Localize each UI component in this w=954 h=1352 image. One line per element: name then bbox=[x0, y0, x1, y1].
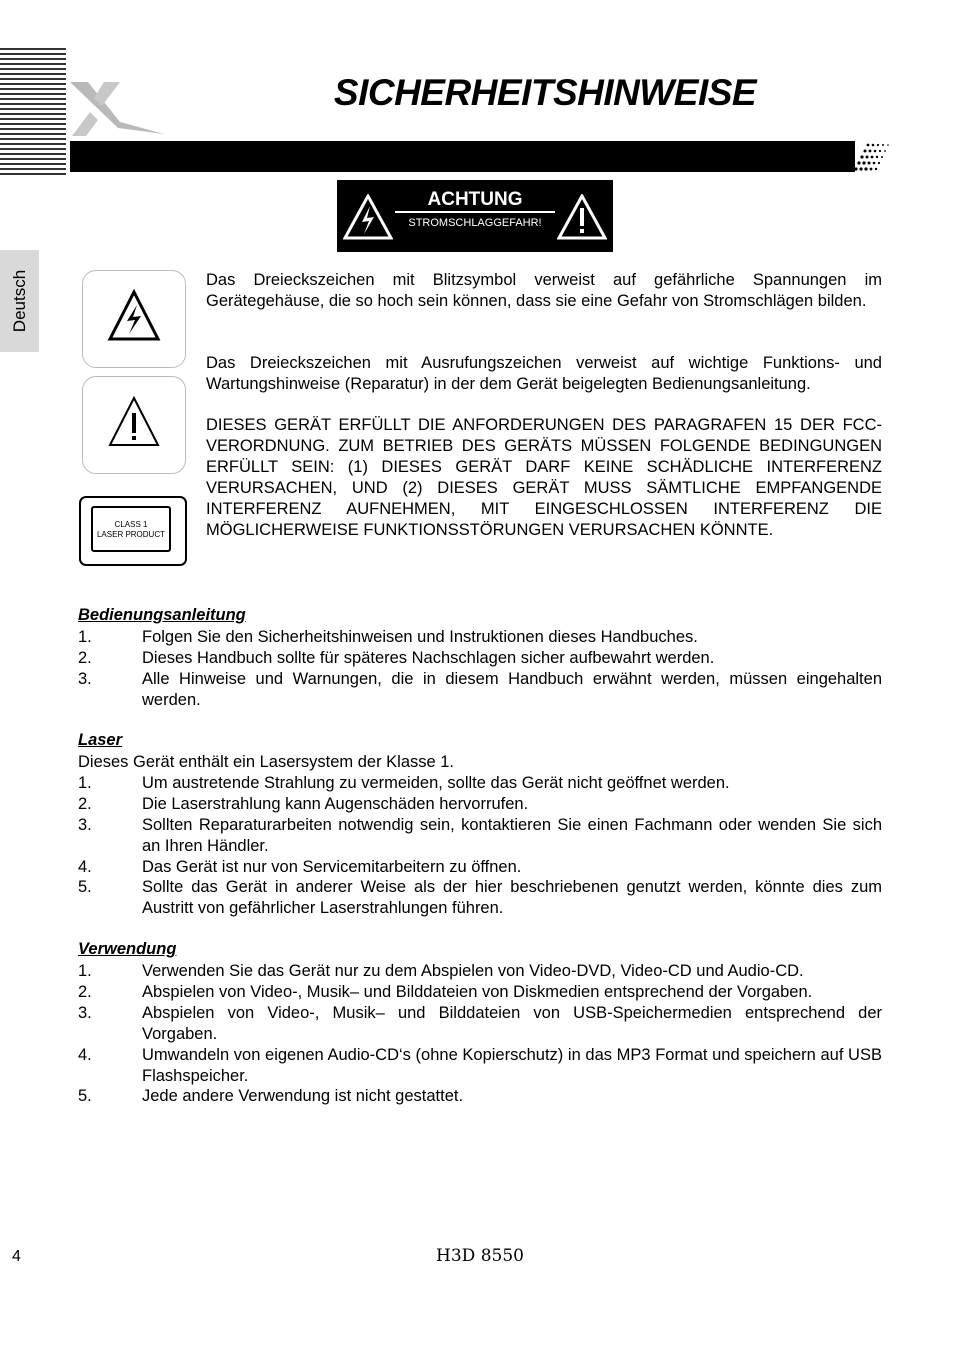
laser-class-line2: LASER PRODUCT bbox=[96, 530, 165, 539]
warning-subtitle: STROMSCHLAGGEFAHR! bbox=[408, 217, 542, 229]
exclamation-symbol-box bbox=[82, 376, 186, 474]
page-number: 4 bbox=[12, 1248, 21, 1265]
section-heading-bedienung: Bedienungsanleitung bbox=[78, 606, 246, 624]
language-tab-label: Deutsch bbox=[9, 269, 29, 333]
header-stripes bbox=[0, 48, 66, 178]
intro-paragraph-1: Das Dreieckszeichen mit Blitzsymbol verweist auf gefährliche Spannungen im Gerätegehäuse, die so hoch sein können, dass sie eine Gefahr von Stromschlägen bilden. bbox=[206, 271, 882, 310]
section-heading-verwendung: Verwendung bbox=[78, 940, 177, 958]
language-tab bbox=[0, 250, 39, 352]
section-heading-laser: Laser bbox=[78, 731, 123, 749]
title-bar bbox=[70, 141, 855, 172]
footer-model-name: H3D 8550 bbox=[436, 1246, 524, 1266]
warning-divider bbox=[395, 211, 555, 213]
page-title: SICHERHEITSHINWEISE bbox=[333, 72, 757, 113]
laser-class-line1: CLASS 1 bbox=[114, 520, 148, 529]
lightning-triangle-icon bbox=[343, 194, 393, 240]
dot-pattern-decoration bbox=[852, 141, 892, 173]
lightning-symbol-box bbox=[82, 270, 186, 368]
warning-title: ACHTUNG bbox=[427, 189, 523, 210]
laser-intro: Dieses Gerät enthält ein Lasersystem der Klasse 1. bbox=[78, 753, 455, 771]
exclamation-triangle-icon bbox=[557, 194, 607, 240]
intro-paragraph-2: Das Dreieckszeichen mit Ausrufungszeichen verweist auf wichtige Funktions- und Wartungshinweise (Reparatur) in der dem Gerät beigelegten Bedienungsanleitung. bbox=[206, 354, 882, 393]
brand-x-logo-icon bbox=[68, 78, 168, 140]
laser-class-inner bbox=[91, 506, 171, 552]
lightning-triangle-icon bbox=[107, 289, 161, 343]
laser-class-label bbox=[79, 496, 187, 566]
intro-paragraph-fcc: DIESES GERÄT ERFÜLLT DIE ANFORDERUNGEN DES PARAGRAFEN 15 DER FCC-VERORDNUNG. ZUM BETRIEB DES GERÄTS MÜSSEN FOLGENDE BEDINGUNGEN ERFÜLLT SEIN: (1) DIESES GERÄT DARF KEINE SCHÄDLICHE INTERFERENZ VERURSACHEN, UND (2) DIESES GERÄT MUSS SÄMTLICHE EMPFANGENDE INTERFERENZ AUFNEHMEN, MIT EINGESCHLOSSEN INTERFERENZ DIE MÖGLICHERWEISE FUNKTIONSSTÖRUNGEN VERURSACHEN KÖNNTE. bbox=[206, 416, 882, 539]
exclamation-triangle-icon bbox=[107, 395, 161, 449]
shock-warning-label bbox=[337, 180, 613, 252]
